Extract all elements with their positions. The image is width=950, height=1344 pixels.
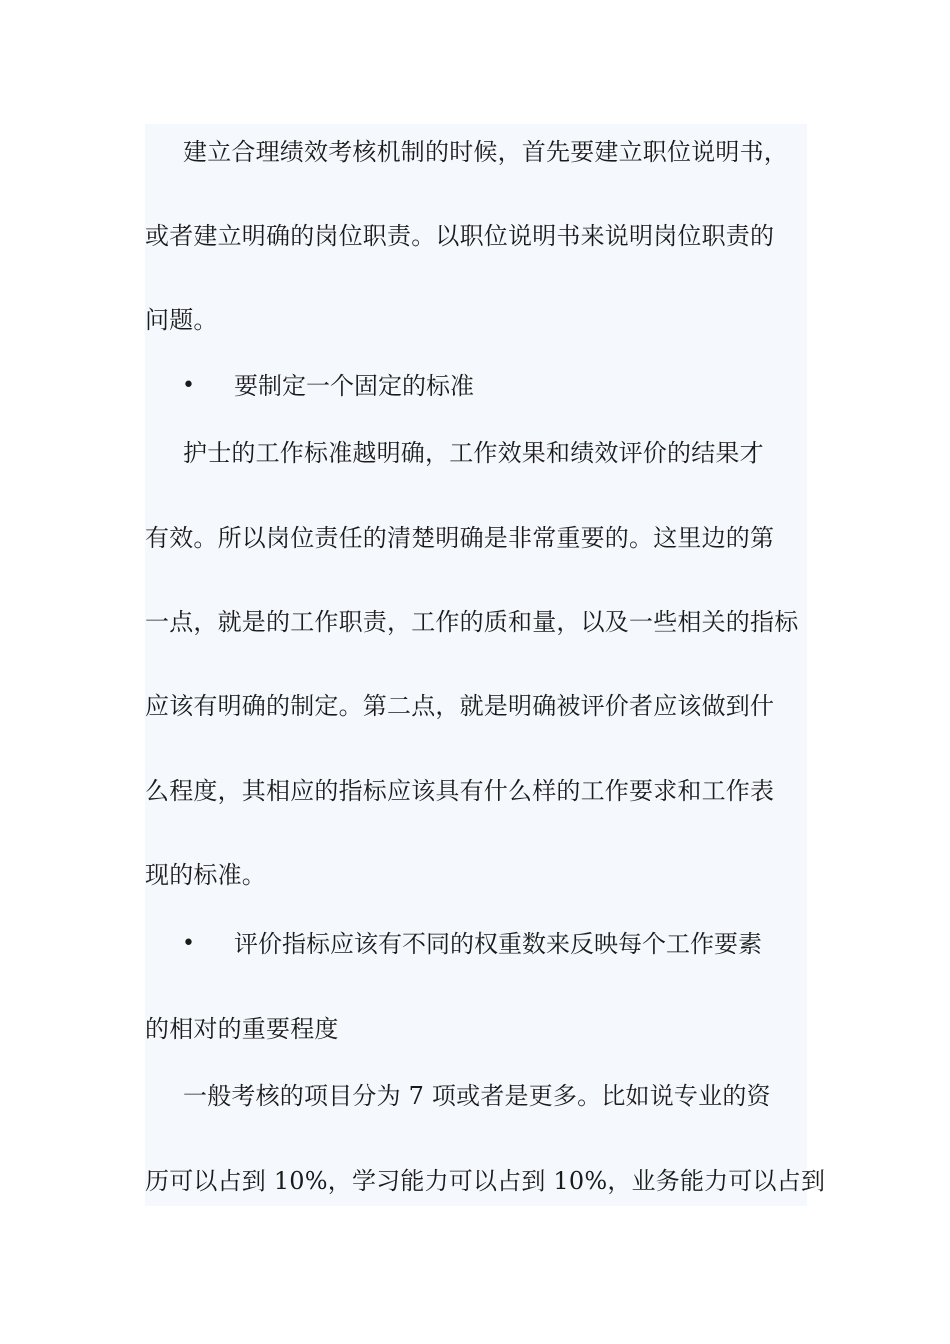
bullet-1-marker: •: [182, 373, 195, 398]
paragraph-3-line-2: 历可以占到 10%，学习能力可以占到 10%，业务能力可以占到: [145, 1167, 826, 1195]
paragraph-1-line-3: 问题。: [145, 306, 218, 334]
paragraph-2-line-4: 应该有明确的制定。第二点，就是明确被评价者应该做到什: [145, 692, 775, 720]
bullet-1-text: 要制定一个固定的标准: [234, 372, 474, 400]
paragraph-2-line-5: 么程度，其相应的指标应该具有什么样的工作要求和工作表: [145, 777, 775, 805]
paragraph-1-line-2: 或者建立明确的岗位职责。以职位说明书来说明岗位职责的: [145, 222, 775, 250]
paragraph-2-line-3: 一点，就是的工作职责，工作的质和量，以及一些相关的指标: [145, 608, 799, 636]
bullet-2-marker: •: [182, 931, 195, 956]
paragraph-2-line-6: 现的标准。: [145, 861, 266, 889]
paragraph-2-line-1: 护士的工作标准越明确，工作效果和绩效评价的结果才: [183, 439, 764, 467]
paragraph-3-line-1: 一般考核的项目分为 7 项或者是更多。比如说专业的资: [183, 1082, 771, 1110]
paragraph-1-line-1: 建立合理绩效考核机制的时候，首先要建立职位说明书，: [183, 138, 788, 166]
paragraph-2-line-2: 有效。所以岗位责任的清楚明确是非常重要的。这里边的第: [145, 524, 775, 552]
bullet-2-line-2: 的相对的重要程度: [145, 1015, 339, 1043]
bullet-2-line-1: 评价指标应该有不同的权重数来反映每个工作要素: [234, 930, 762, 958]
